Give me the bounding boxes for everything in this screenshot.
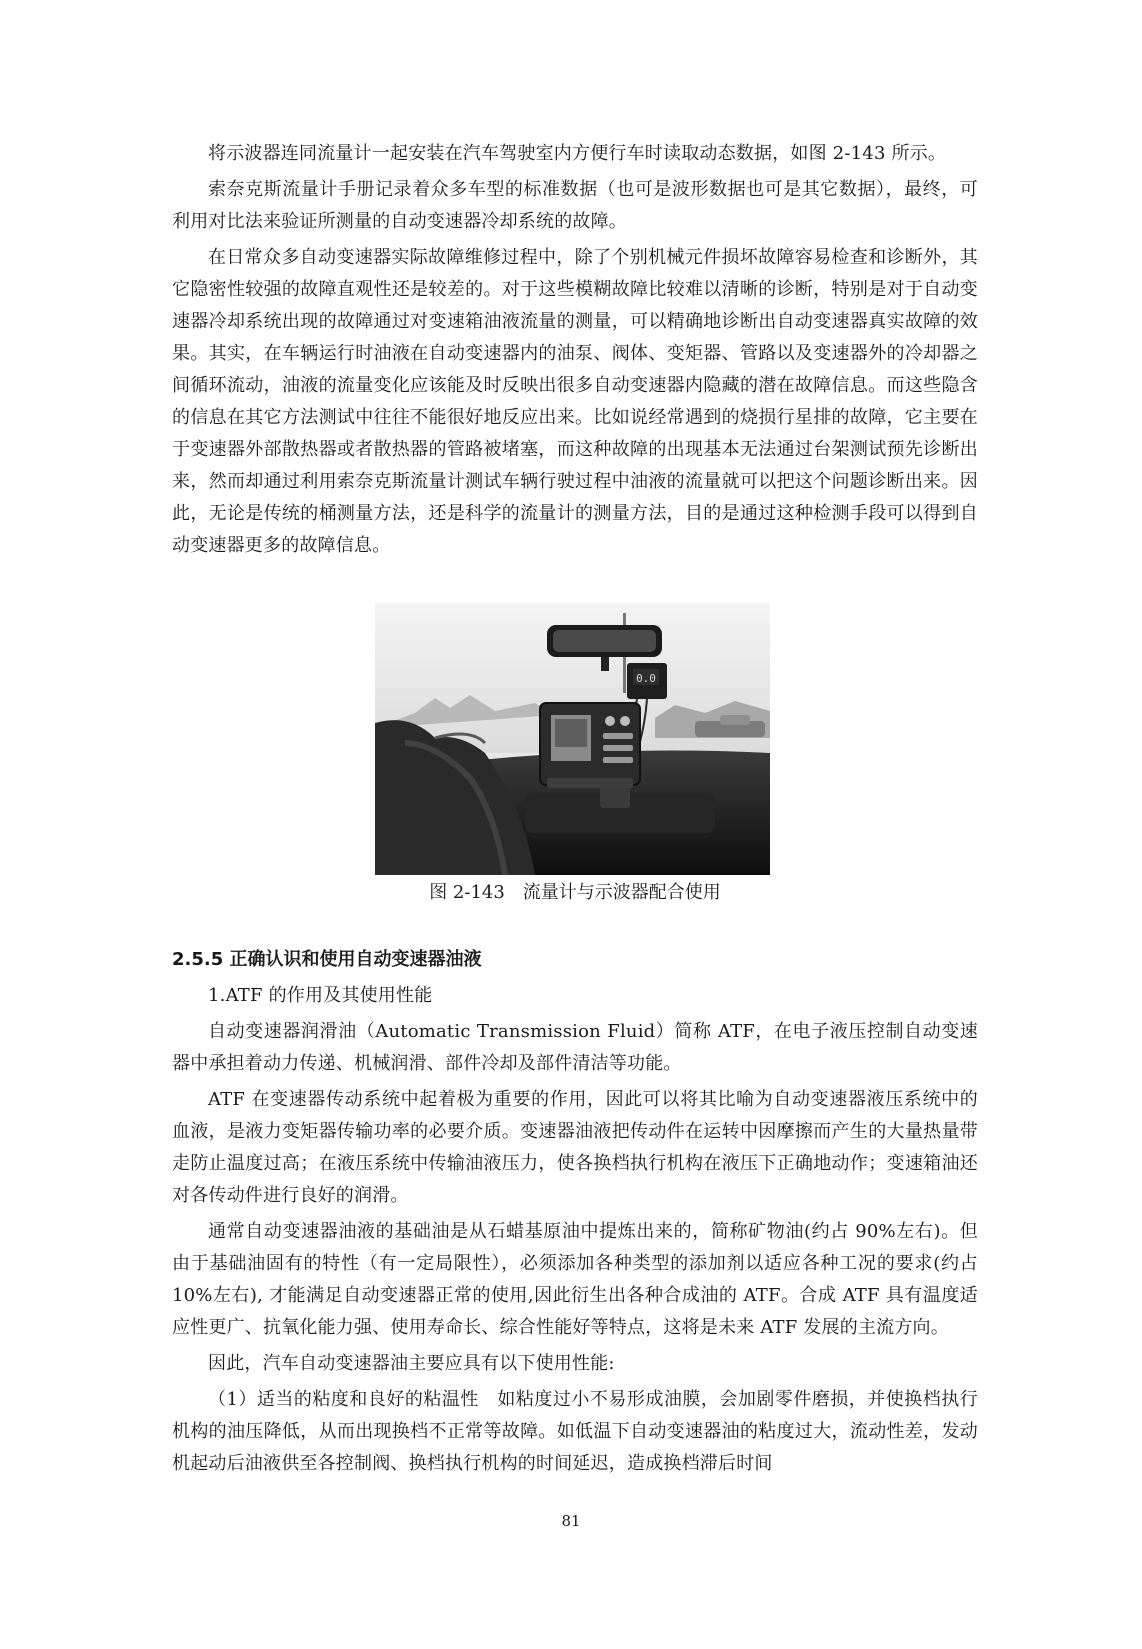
paragraph: 自动变速器润滑油（Automatic Transmission Fluid）简称 ATF，在电子液压控制自动变速器中承担着动力传递、机械润滑、部件冷却及部件清洁等功能。 xyxy=(172,1021,978,1074)
page-number: 81 xyxy=(561,1512,581,1530)
top-text-block xyxy=(172,138,978,562)
paragraph: 将示波器连同流量计一起安装在汽车驾驶室内方便行车时读取动态数据，如图 2-143 所示。 xyxy=(208,143,947,164)
section-heading: 2.5.5 正确认识和使用自动变速器油液 xyxy=(172,949,482,970)
subheading: 1.ATF 的作用及其使用性能 xyxy=(208,985,433,1006)
paragraph: （1）适当的粘度和良好的粘温性 如粘度过小不易形成油膜，会加剧零件磨损，并使换档执行机构的油压降低，从而出现换档不正常等故障。如低温下自动变速器油的粘度过大，流动性差，发动机起动后油液供至各控制阀、换档执行机构的时间延迟，造成换档滞后时间 xyxy=(172,1389,978,1474)
flow-meter-readout: 0.0 xyxy=(636,672,656,685)
paragraph: 因此，汽车自动变速器油主要应具有以下使用性能: xyxy=(208,1353,615,1374)
section-block xyxy=(172,944,978,1480)
figure-caption: 图 2-143 流量计与示波器配合使用 xyxy=(429,882,721,903)
figure-photo xyxy=(375,603,770,875)
paragraph: 通常自动变速器油液的基础油是从石蜡基原油中提炼出来的，简称矿物油(约占 90%左右)。但由于基础油固有的特性（有一定局限性），必须添加各种类型的添加剂以适应各种工况的要求(约占 10%左右), 才能满足自动变速器正常的使用,因此衍生出各种合成油的 ATF。合成 ATF 具有温度适应性更广、抗氧化能力强、使用寿命长、综合性能好等特点，这将是未来 ATF 发展的主流方向。 xyxy=(172,1221,978,1338)
dashboard-photo xyxy=(375,603,770,875)
paragraph: 在日常众多自动变速器实际故障维修过程中，除了个别机械元件损坏故障容易检查和诊断外，其它隐密性较强的故障直观性还是较差的。对于这些模糊故障比较难以清晰的诊断，特别是对于自动变速器冷却系统出现的故障通过对变速箱油液流量的测量，可以精确地诊断出自动变速器真实故障的效果。其实，在车辆运行时油液在自动变速器内的油泵、阀体、变矩器、管路以及变速器外的冷却器之间循环流动，油液的流量变化应该能及时反映出很多自动变速器内隐藏的潜在故障信息。而这些隐含的信息在其它方法测试中往往不能很好地反应出来。比如说经常遇到的烧损行星排的故障，它主要在于变速器外部散热器或者散热器的管路被堵塞，而这种故障的出现基本无法通过台架测试预先诊断出来，然而却通过利用索奈克斯流量计测试车辆行驶过程中油液的流量就可以把这个问题诊断出来。因此，无论是传统的桶测量方法，还是科学的流量计的测量方法，目的是通过这种检测手段可以得到自动变速器更多的故障信息。 xyxy=(172,247,978,556)
paragraph: 索奈克斯流量计手册记录着众多车型的标准数据（也可是波形数据也可是其它数据），最终，可利用对比法来验证所测量的自动变速器冷却系统的故障。 xyxy=(172,179,978,232)
paragraph: ATF 在变速器传动系统中起着极为重要的作用，因此可以将其比喻为自动变速器液压系统中的血液，是液力变矩器传输功率的必要介质。变速器油液把传动件在运转中因摩擦而产生的大量热量带走防止温度过高；在液压系统中传输油液压力，使各换档执行机构在液压下正确地动作；变速箱油还对各传动件进行良好的润滑。 xyxy=(172,1089,978,1206)
